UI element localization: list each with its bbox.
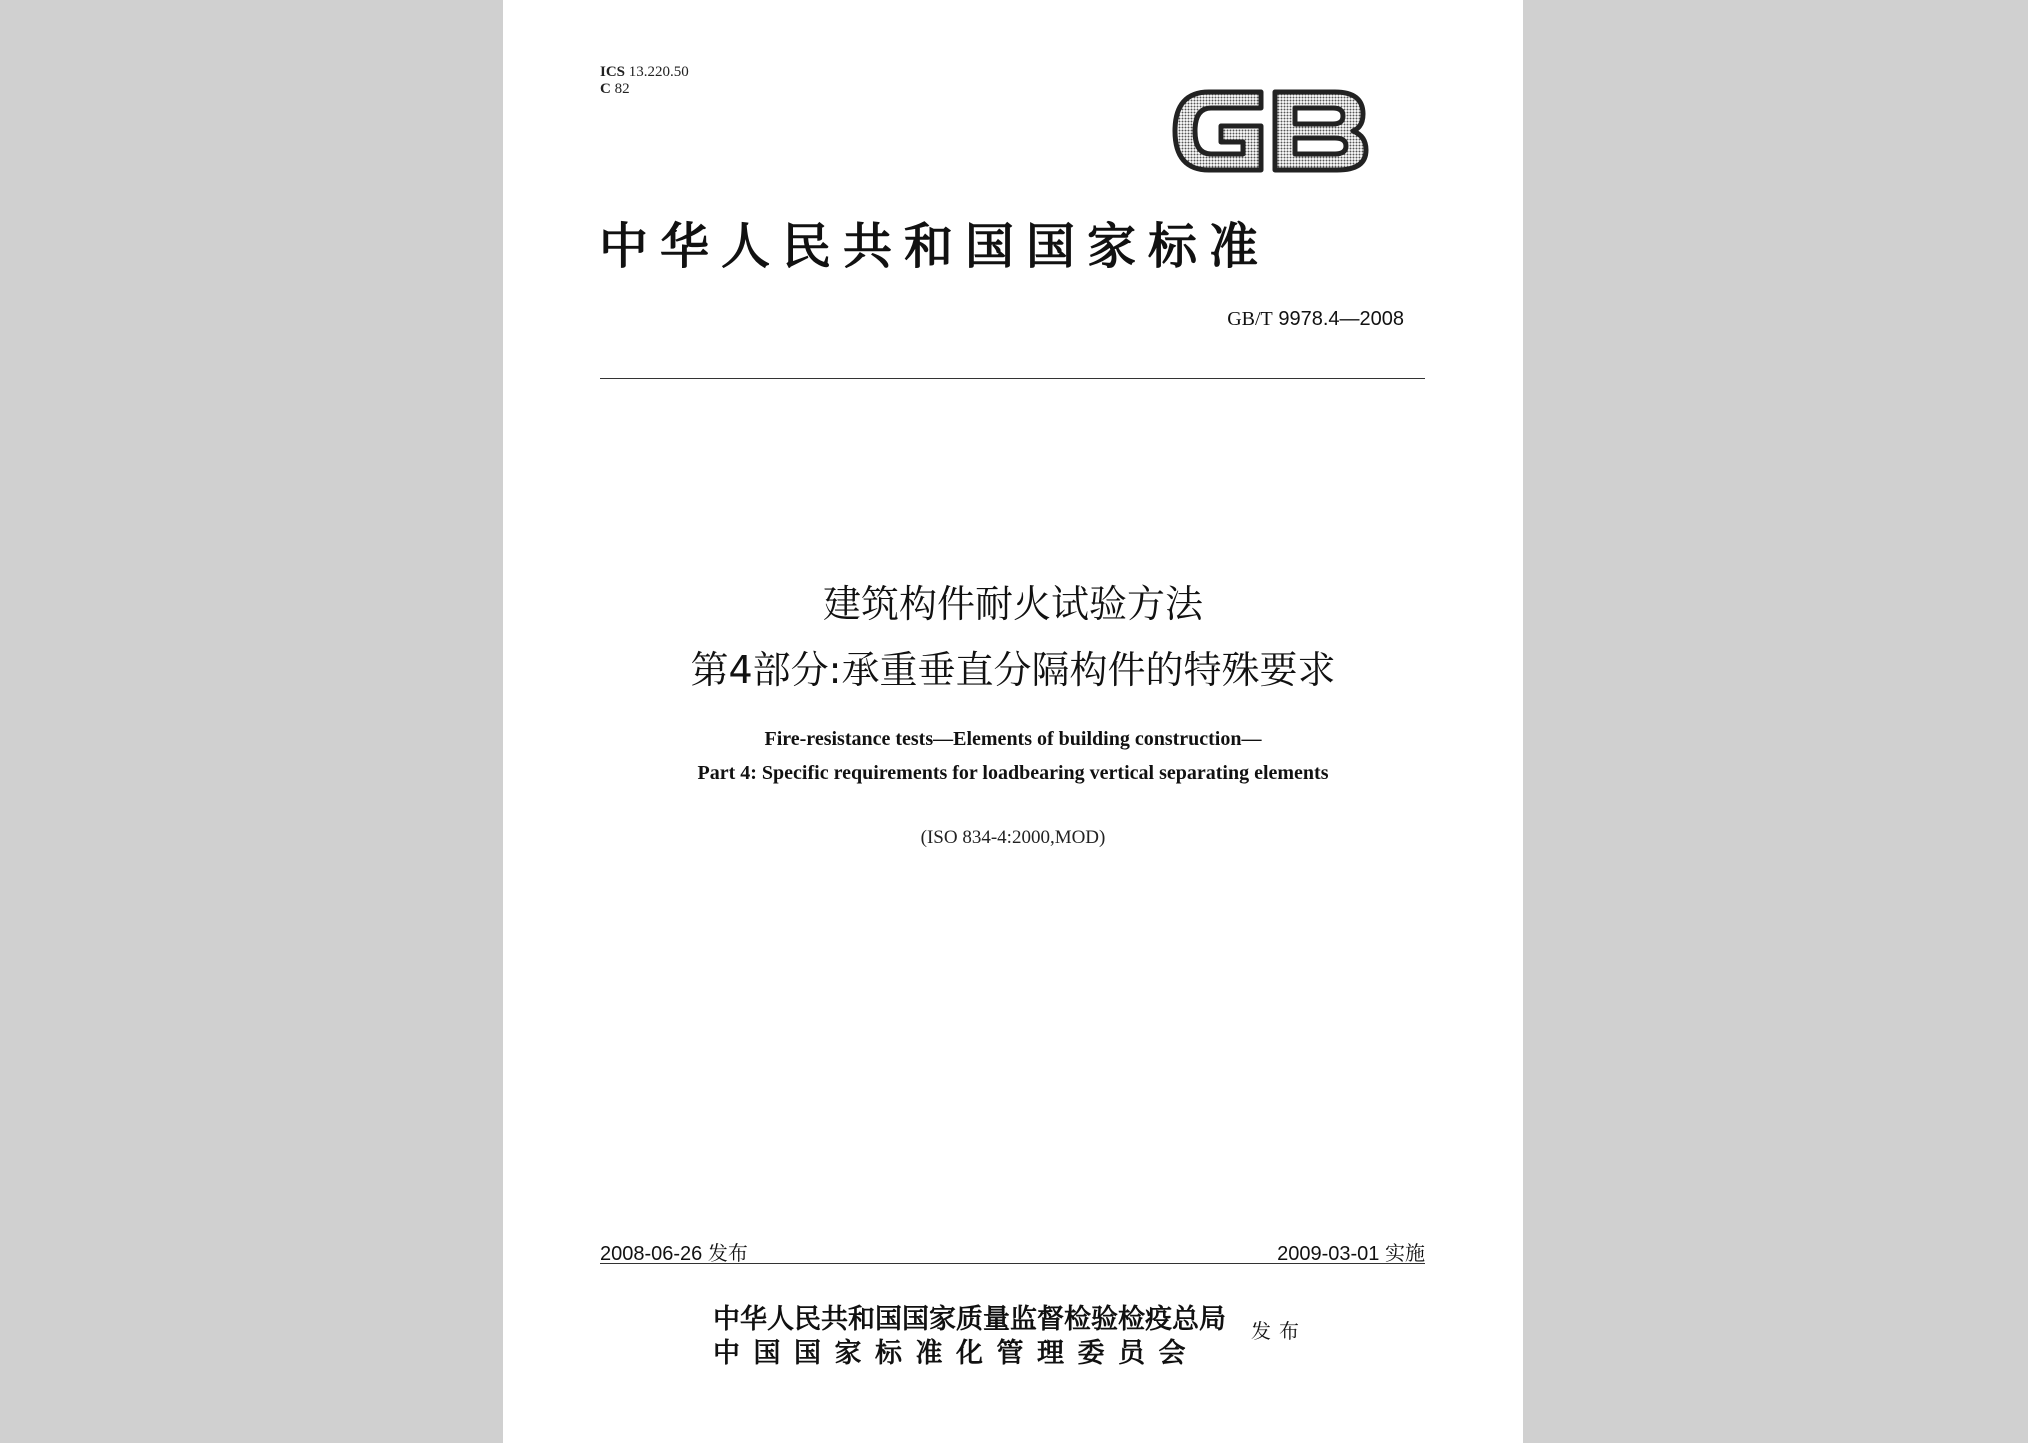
- header-divider: [600, 378, 1425, 379]
- standard-code: [1227, 308, 1404, 331]
- footer-divider: [600, 1263, 1425, 1264]
- publish-label: 发布: [1251, 1319, 1307, 1343]
- cn-title-line1: 建筑构件耐火试验方法: [822, 582, 1203, 626]
- en-title-line2: Part 4: Specific requirements for loadbearing vertical separating elements: [697, 762, 1329, 784]
- classification-codes: [600, 64, 689, 98]
- national-standard-title: 中华人民共和国国家标准: [599, 217, 1271, 275]
- ccs-value: 82: [614, 81, 630, 97]
- issuer-line1: 中华人民共和国国家质量监督检验检疫总局: [713, 1304, 1226, 1335]
- en-title-line1: Fire-resistance tests—Elements of building construction—: [764, 728, 1262, 750]
- standard-code-prefix: GB/T: [1227, 308, 1273, 330]
- cn-title-line2: 第4部分:承重垂直分隔构件的特殊要求: [690, 648, 1336, 692]
- issue-date: 2008-06-26 发布: [600, 1243, 748, 1265]
- issuer-line2: 中国国家标准化管理委员会: [713, 1338, 1199, 1369]
- iso-reference: (ISO 834-4:2000,MOD): [920, 827, 1106, 848]
- ics-line: [600, 64, 689, 81]
- ccs-label: C: [600, 81, 611, 97]
- gb-logo: [1169, 78, 1369, 184]
- document-page: [503, 0, 1523, 1443]
- standard-code-number: 9978.4—2008: [1278, 308, 1404, 330]
- ics-value: 13.220.50: [628, 64, 689, 80]
- ics-label: ICS: [600, 64, 626, 80]
- implementation-date: 2009-03-01 实施: [1277, 1243, 1425, 1265]
- ccs-line: [600, 81, 689, 98]
